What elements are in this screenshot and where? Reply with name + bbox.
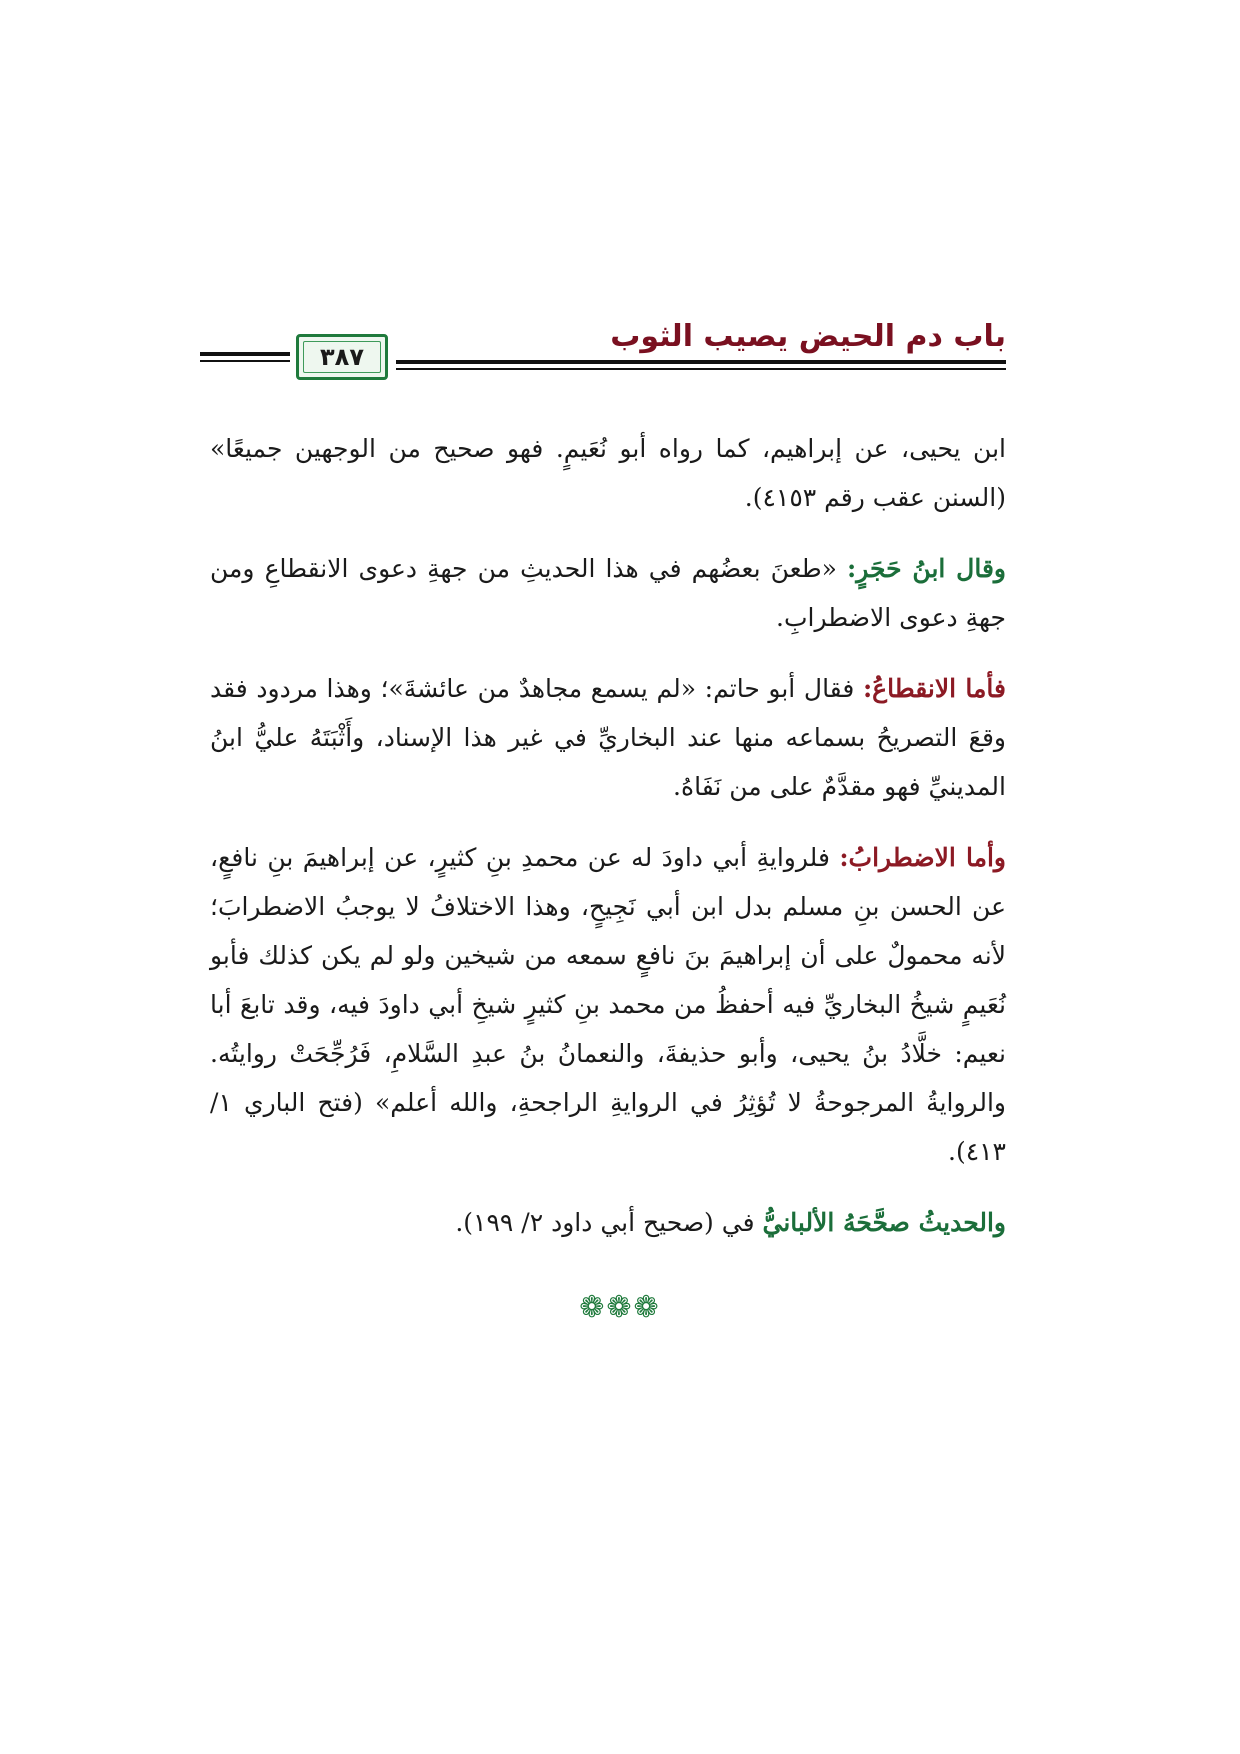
paragraph-2	[210, 544, 1006, 642]
paragraph-5-text: في (صحيح أبي داود ٢/ ١٩٩).	[455, 1208, 763, 1237]
paragraph-3-text: فقال أبو حاتم: «لم يسمع مجاهدٌ من عائشةَ»؛ وهذا مردود فقد وقعَ التصريحُ بسماعه منها عند البخاريِّ في غير هذا الإسناد، وأَثْبَتَهُ عليُّ ابنُ المدينيِّ فهو مقدَّمٌ على من نَفَاهُ.	[210, 674, 1006, 801]
page-header	[200, 318, 1006, 408]
page-number: ٣٨٧	[320, 343, 364, 371]
paragraph-3-lead: فأما الانقطاعُ:	[862, 674, 1007, 703]
paragraph-2-lead: وقال ابنُ حَجَرٍ:	[846, 554, 1006, 583]
header-rule-top	[396, 360, 1006, 364]
paragraph-4	[210, 833, 1006, 1176]
paragraph-4-lead: وأما الاضطرابُ:	[839, 843, 1006, 872]
header-rule-bottom	[396, 368, 1006, 370]
paragraph-4-text: فلروايةِ أبي داودَ له عن محمدِ بنِ كثيرٍ، عن إبراهيمَ بنِ نافعٍ، عن الحسن بنِ مسلم بدل ابن أبي نَجِيحٍ، وهذا الاختلافُ لا يوجبُ الاضطرابَ؛ لأنه محمولٌ على أن إبراهيمَ بنَ نافعٍ سمعه من شيخين ولو لم يكن كذلك فأبو نُعَيمٍ شيخُ البخاريِّ فيه أحفظُ من محمد بنِ كثيرٍ شيخِ أبي داودَ فيه، وقد تابعَ أبا نعيم: خلَّادُ بنُ يحيى، وأبو حذيفةَ، والنعمانُ بنُ عبدِ السَّلامِ، فَرُجِّحَتْ روايتُه. والروايةُ المرجوحةُ لا تُؤثِرُ في الروايةِ الراجحةِ، والله أعلم» (فتح الباري ١/ ٤١٣).	[210, 843, 1006, 1166]
paragraph-1	[210, 424, 1006, 522]
paragraph-5-lead: والحديثُ صحَّحَهُ الألبانيُّ	[762, 1208, 1006, 1237]
paragraph-3	[210, 664, 1006, 811]
paragraph-1-text: ابن يحيى، عن إبراهيم، كما رواه أبو نُعَيمٍ. فهو صحيح من الوجهين جميعًا» (السنن عقب رقم ٤١٥٣).	[210, 434, 1006, 512]
paragraph-2-text: «طعنَ بعضُهم في هذا الحديثِ من جهةِ دعوى الانقطاعِ ومن جهةِ دعوى الاضطرابِ.	[210, 554, 1006, 632]
header-rule-left-bottom	[200, 360, 290, 362]
paragraph-5	[210, 1198, 1006, 1247]
page-number-frame	[296, 334, 388, 380]
chapter-title: باب دم الحيض يصيب الثوب	[610, 319, 1006, 354]
page-body	[210, 424, 1006, 1269]
section-end-ornament-icon: ❁❁❁	[579, 1290, 661, 1325]
header-rule-left-top	[200, 352, 290, 356]
